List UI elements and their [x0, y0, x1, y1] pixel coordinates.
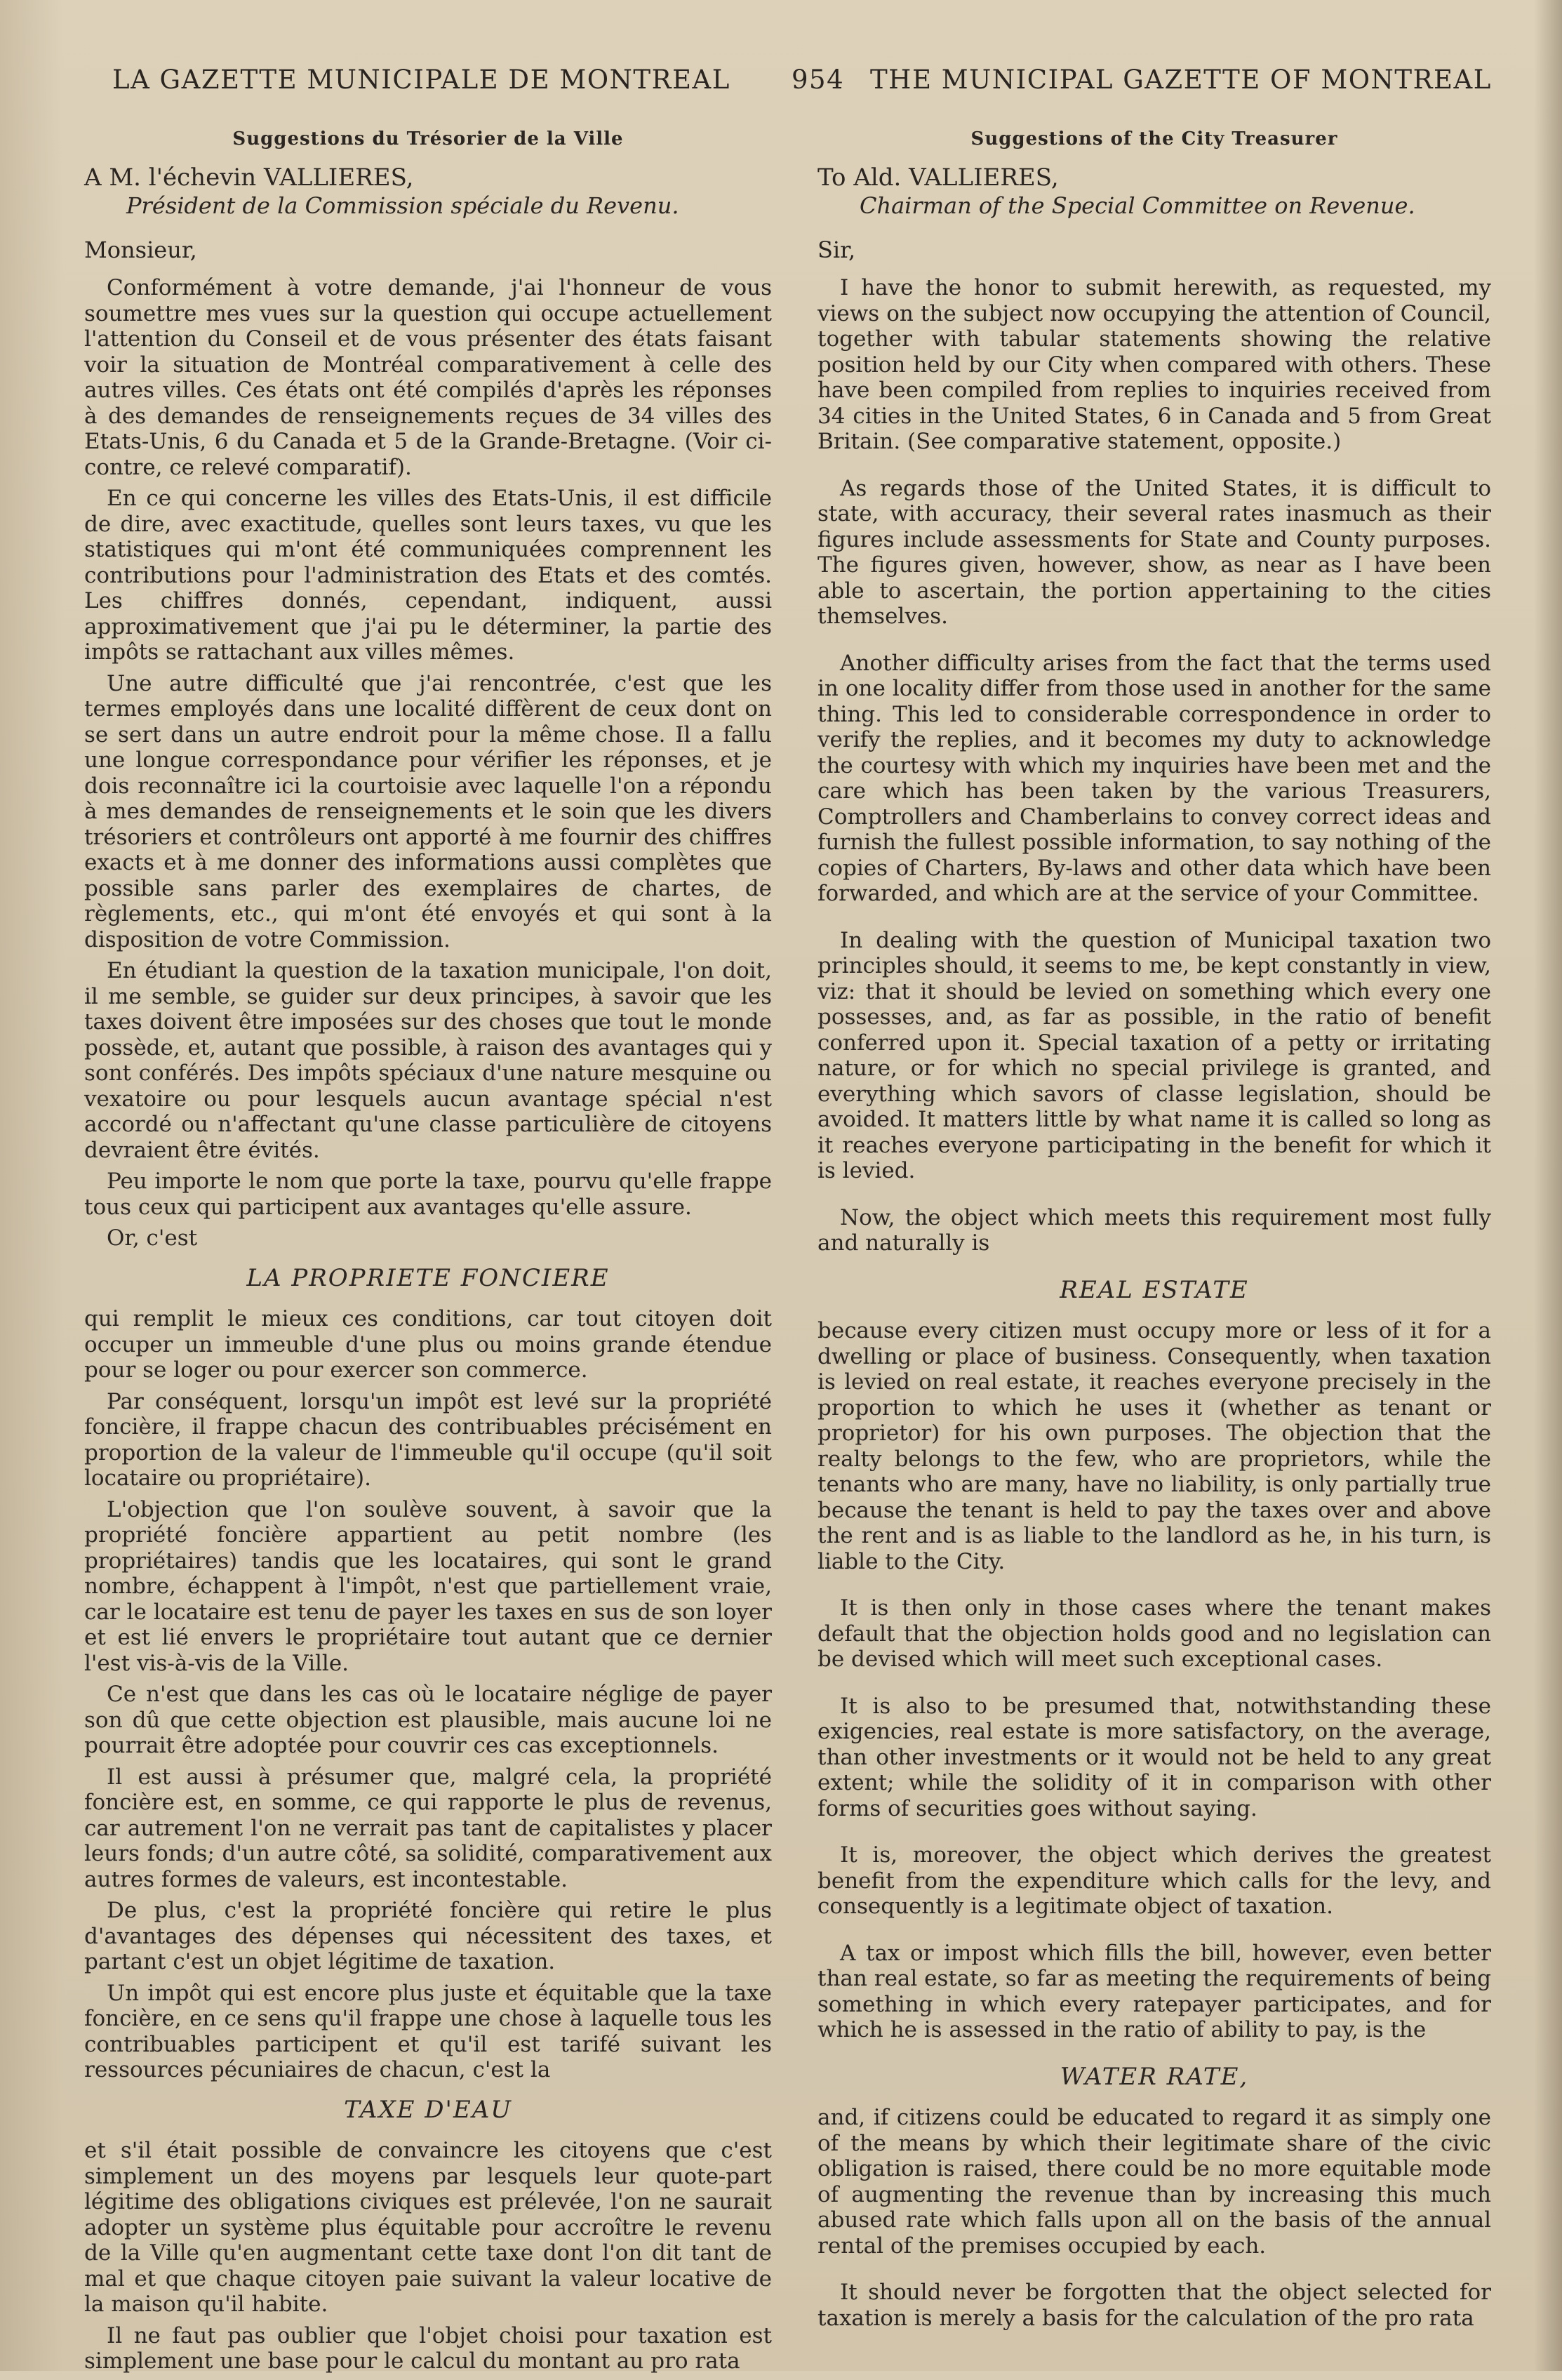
english-addressee-role: Chairman of the Special Committee on Revenue. — [860, 192, 1415, 219]
french-paragraph: Il est aussi à présumer que, malgré cela, la propriété foncière est, en somme, ce qui rapporte le plus de revenus, car autrement l'on ne verrait pas tant de capitalistes y placer leurs fonds; d'un autre côté, sa solidité, comparativement aux autres formes de valeurs, est incontestable. — [84, 1764, 772, 1892]
french-paragraph: Ce n'est que dans les cas où le locataire néglige de payer son dû que cette objection est plausible, mais aucune loi ne pourrait être adoptée pour couvrir ces cas exceptionnels. — [84, 1682, 772, 1758]
french-heading-real-estate: LA PROPRIETE FONCIERE — [246, 1263, 610, 1292]
french-paragraph: Conformément à votre demande, j'ai l'honneur de vous soumettre mes vues sur la question qui occupe actuellement l'attention du Conseil et de vous présenter des états faisant voir la situation de Montréal comparativement à celle des autres villes. Ces états ont été compilés d'après les réponses à des demandes de renseignements reçues de 34 villes des Etats-Unis, 6 du Canada et 5 de la Grande-Bretagne. (Voir ci-contre, ce relevé comparatif). — [84, 275, 772, 480]
english-heading-real-estate: REAL ESTATE — [1060, 1275, 1249, 1304]
french-greeting: Monsieur, — [84, 236, 197, 263]
english-paragraph: It is, moreover, the object which derives the greatest benefit from the expenditure which calls for the levy, and consequently is a legitimate object of taxation. — [817, 1842, 1491, 1919]
english-heading-water-rate: WATER RATE, — [1060, 2062, 1249, 2091]
french-paragraph: Par conséquent, lorsqu'un impôt est levé sur la propriété foncière, il frappe chacun des contribuables précisément en proportion de la valeur de l'immeuble qu'il occupe (qu'il soit locataire ou propriétaire). — [84, 1388, 772, 1491]
header-title-english: THE MUNICIPAL GAZETTE OF MONTREAL — [870, 65, 1492, 95]
english-paragraph: A tax or impost which fills the bill, however, even better than real estate, so far as meeting the requirements of being something in which every ratepayer participates, and for which he is assessed in the ratio of ability to pay, is the — [817, 1940, 1491, 2042]
french-paragraph: Peu importe le nom que porte la taxe, pourvu qu'elle frappe tous ceux qui participent aux avantages qu'elle assure. — [84, 1169, 772, 1220]
french-column — [84, 126, 772, 2380]
english-addressee: To Ald. VALLIERES, — [817, 163, 1059, 192]
french-addressee: A M. l'échevin VALLIERES, — [84, 163, 414, 192]
english-paragraph: It should never be forgotten that the object selected for taxation is merely a basis for the calculation of the pro rata — [817, 2280, 1491, 2331]
french-addressee-role: Président de la Commission spéciale du Revenu. — [126, 192, 679, 219]
english-paragraph: Another difficulty arises from the fact that the terms used in one locality differ from those used in another for the same thing. This led to considerable correspondence in order to verify the replies, and it becomes my duty to acknowledge the courtesy with which my inquiries have been met and the care which has been taken by the various Treasurers, Comptrollers and Chamberlains to convey correct ideas and furnish the fullest possible information, to say nothing of the copies of Charters, By-laws and other data which have been forwarded, and which are at the service of your Committee. — [817, 650, 1491, 906]
english-paragraph: I have the honor to submit herewith, as requested, my views on the subject now occupying the attention of Council, together with tabular statements showing the relative position held by our City when compared with others. These have been compiled from replies to inquiries received from 34 cities in the United States, 6 in Canada and 5 from Great Britain. (See comparative statement, opposite.) — [817, 275, 1491, 454]
english-paragraph: It is then only in those cases where the tenant makes default that the objection holds good and no legislation can be devised which will meet such exceptional cases. — [817, 1595, 1491, 1672]
english-column — [817, 126, 1491, 2352]
french-paragraph: En étudiant la question de la taxation municipale, l'on doit, il me semble, se guider sur deux principes, à savoir que les taxes doivent être imposées sur des choses que tout le monde possède, et, autant que possible, à raison des avantages qui y sont conférés. Des impôts spéciaux d'une nature mesquine ou vexatoire ou pour lesquels aucun avantage spécial n'est accordé ou n'affectant qu'une classe particulière de citoyens devraient être évités. — [84, 958, 772, 1163]
french-paragraph: En ce qui concerne les villes des Etats-Unis, il est difficile de dire, avec exactitude, quelles sont leurs taxes, vu que les statistiques qui m'ont été communiquées comprennent les contributions pour l'administration des Etats et des comtés. Les chiffres donnés, cependant, indiquent, aussi approximativement que j'ai pu le déterminer, la partie des impôts se rattachant aux villes mêmes. — [84, 486, 772, 665]
french-paragraph: Une autre difficulté que j'ai rencontrée, c'est que les termes employés dans une localité diffèrent de ceux dont on se sert dans un autre endroit pour la même chose. Il a fallu une longue correspondance pour vérifier les réponses, et je dois reconnaître ici la courtoisie avec laquelle l'on a répondu à mes demandes de renseignements et le soin que les divers trésoriers et contrôleurs ont apporté à me fournir des chiffres exacts et à me donner des informations aussi complètes que possible sans parler des exemplaires de chartes, de règlements, etc., qui m'ont été envoyés et qui sont à la disposition de votre Commission. — [84, 670, 772, 952]
french-paragraph: De plus, c'est la propriété foncière qui retire le plus d'avantages des dépenses qui nécessitent des taxes, et partant c'est un objet légitime de taxation. — [84, 1898, 772, 1974]
french-paragraph: L'objection que l'on soulève souvent, à savoir que la propriété foncière appartient au petit nombre (les propriétaires) tandis que les locataires, qui sont le grand nombre, échappent à l'impôt, n'est que partiellement vraie, car le locataire est tenu de payer les taxes en sus de son loyer et est lié envers le propriétaire tout autant que ce dernier l'est vis-à-vis de la Ville. — [84, 1496, 772, 1676]
english-greeting: Sir, — [817, 236, 856, 263]
french-paragraph: et s'il était possible de convaincre les citoyens que c'est simplement un des moyens par lesquels leur quote-part légitime des obligations civiques est prélevée, l'on ne saurait adopter un système plus équitable pour accroître le revenu de la Ville qu'en augmentant cette taxe dont l'on dit tant de mal et que chaque citoyen paie suivant la valeur locative de la maison qu'il habite. — [84, 2138, 772, 2317]
running-head — [112, 65, 1492, 107]
english-paragraph: and, if citizens could be educated to regard it as simply one of the means by which their legitimate share of the civic obligation is raised, there could be no more equitable mode of augmenting the revenue than by increasing this much abused rate which falls upon all on the basis of the annual rental of the premises occupied by each. — [817, 2105, 1491, 2259]
english-paragraph: It is also to be presumed that, notwithstanding these exigencies, real estate is more satisfactory, on the average, than other investments or it would not be held to any great extent; while the solidity of it in comparison with other forms of securities goes without saying. — [817, 1693, 1491, 1821]
french-paragraph: Il ne faut pas oublier que l'objet choisi pour taxation est simplement une base pour le calcul du montant au pro rata — [84, 2322, 772, 2374]
french-paragraph: Or, c'est — [107, 1225, 198, 1251]
french-paragraph: Un impôt qui est encore plus juste et équitable que la taxe foncière, en ce sens qu'il frappe une chose à laquelle tous les contribuables participent et qu'il est tarifé suivant les ressources pécuniaires de chacun, c'est la — [84, 1980, 772, 2082]
english-paragraph: In dealing with the question of Municipal taxation two principles should, it seems to me, be kept constantly in view, viz: that it should be levied on something which every one possesses, and, as far as possible, in the ratio of benefit conferred upon it. Special taxation of a petty or irritating nature, or for which no special privilege is granted, and everything which savors of classe legislation, should be avoided. It matters little by what name it is called so long as it reaches everyone participating in the benefit for which it is levied. — [817, 927, 1491, 1183]
english-paragraph: Now, the object which meets this requirement most fully and naturally is — [817, 1204, 1491, 1256]
french-section-heading: Suggestions du Trésorier de la Ville — [232, 128, 624, 149]
english-paragraph: because every citizen must occupy more or less of it for a dwelling or place of business. Consequently, when taxation is levied on real estate, it reaches everyone precisely in the proportion to which he uses it (whether as tenant or proprietor) for his own purposes. The objection that the realty belongs to the few, who are proprietors, while the tenants who are many, have no liability, is only partially true because the tenant is held to pay the taxes over and above the rent and is as liable to the landlord as he, in his turn, is liable to the City. — [817, 1318, 1491, 1574]
french-paragraph: qui remplit le mieux ces conditions, car tout citoyen doit occuper un immeuble d'une plus ou moins grande étendue pour se loger ou pour exercer son commerce. — [84, 1306, 772, 1383]
header-title-french: LA GAZETTE MUNICIPALE DE MONTREAL — [112, 65, 730, 95]
page-number: 954 — [792, 65, 845, 95]
english-paragraph: As regards those of the United States, it is difficult to state, with accuracy, their several rates inasmuch as their figures include assessments for State and County purposes. The figures given, however, show, as near as I have been able to ascertain, the portion appertaining to the cities themselves. — [817, 475, 1491, 629]
french-heading-water-tax: TAXE D'EAU — [344, 2095, 512, 2124]
english-section-heading: Suggestions of the City Treasurer — [970, 128, 1338, 149]
